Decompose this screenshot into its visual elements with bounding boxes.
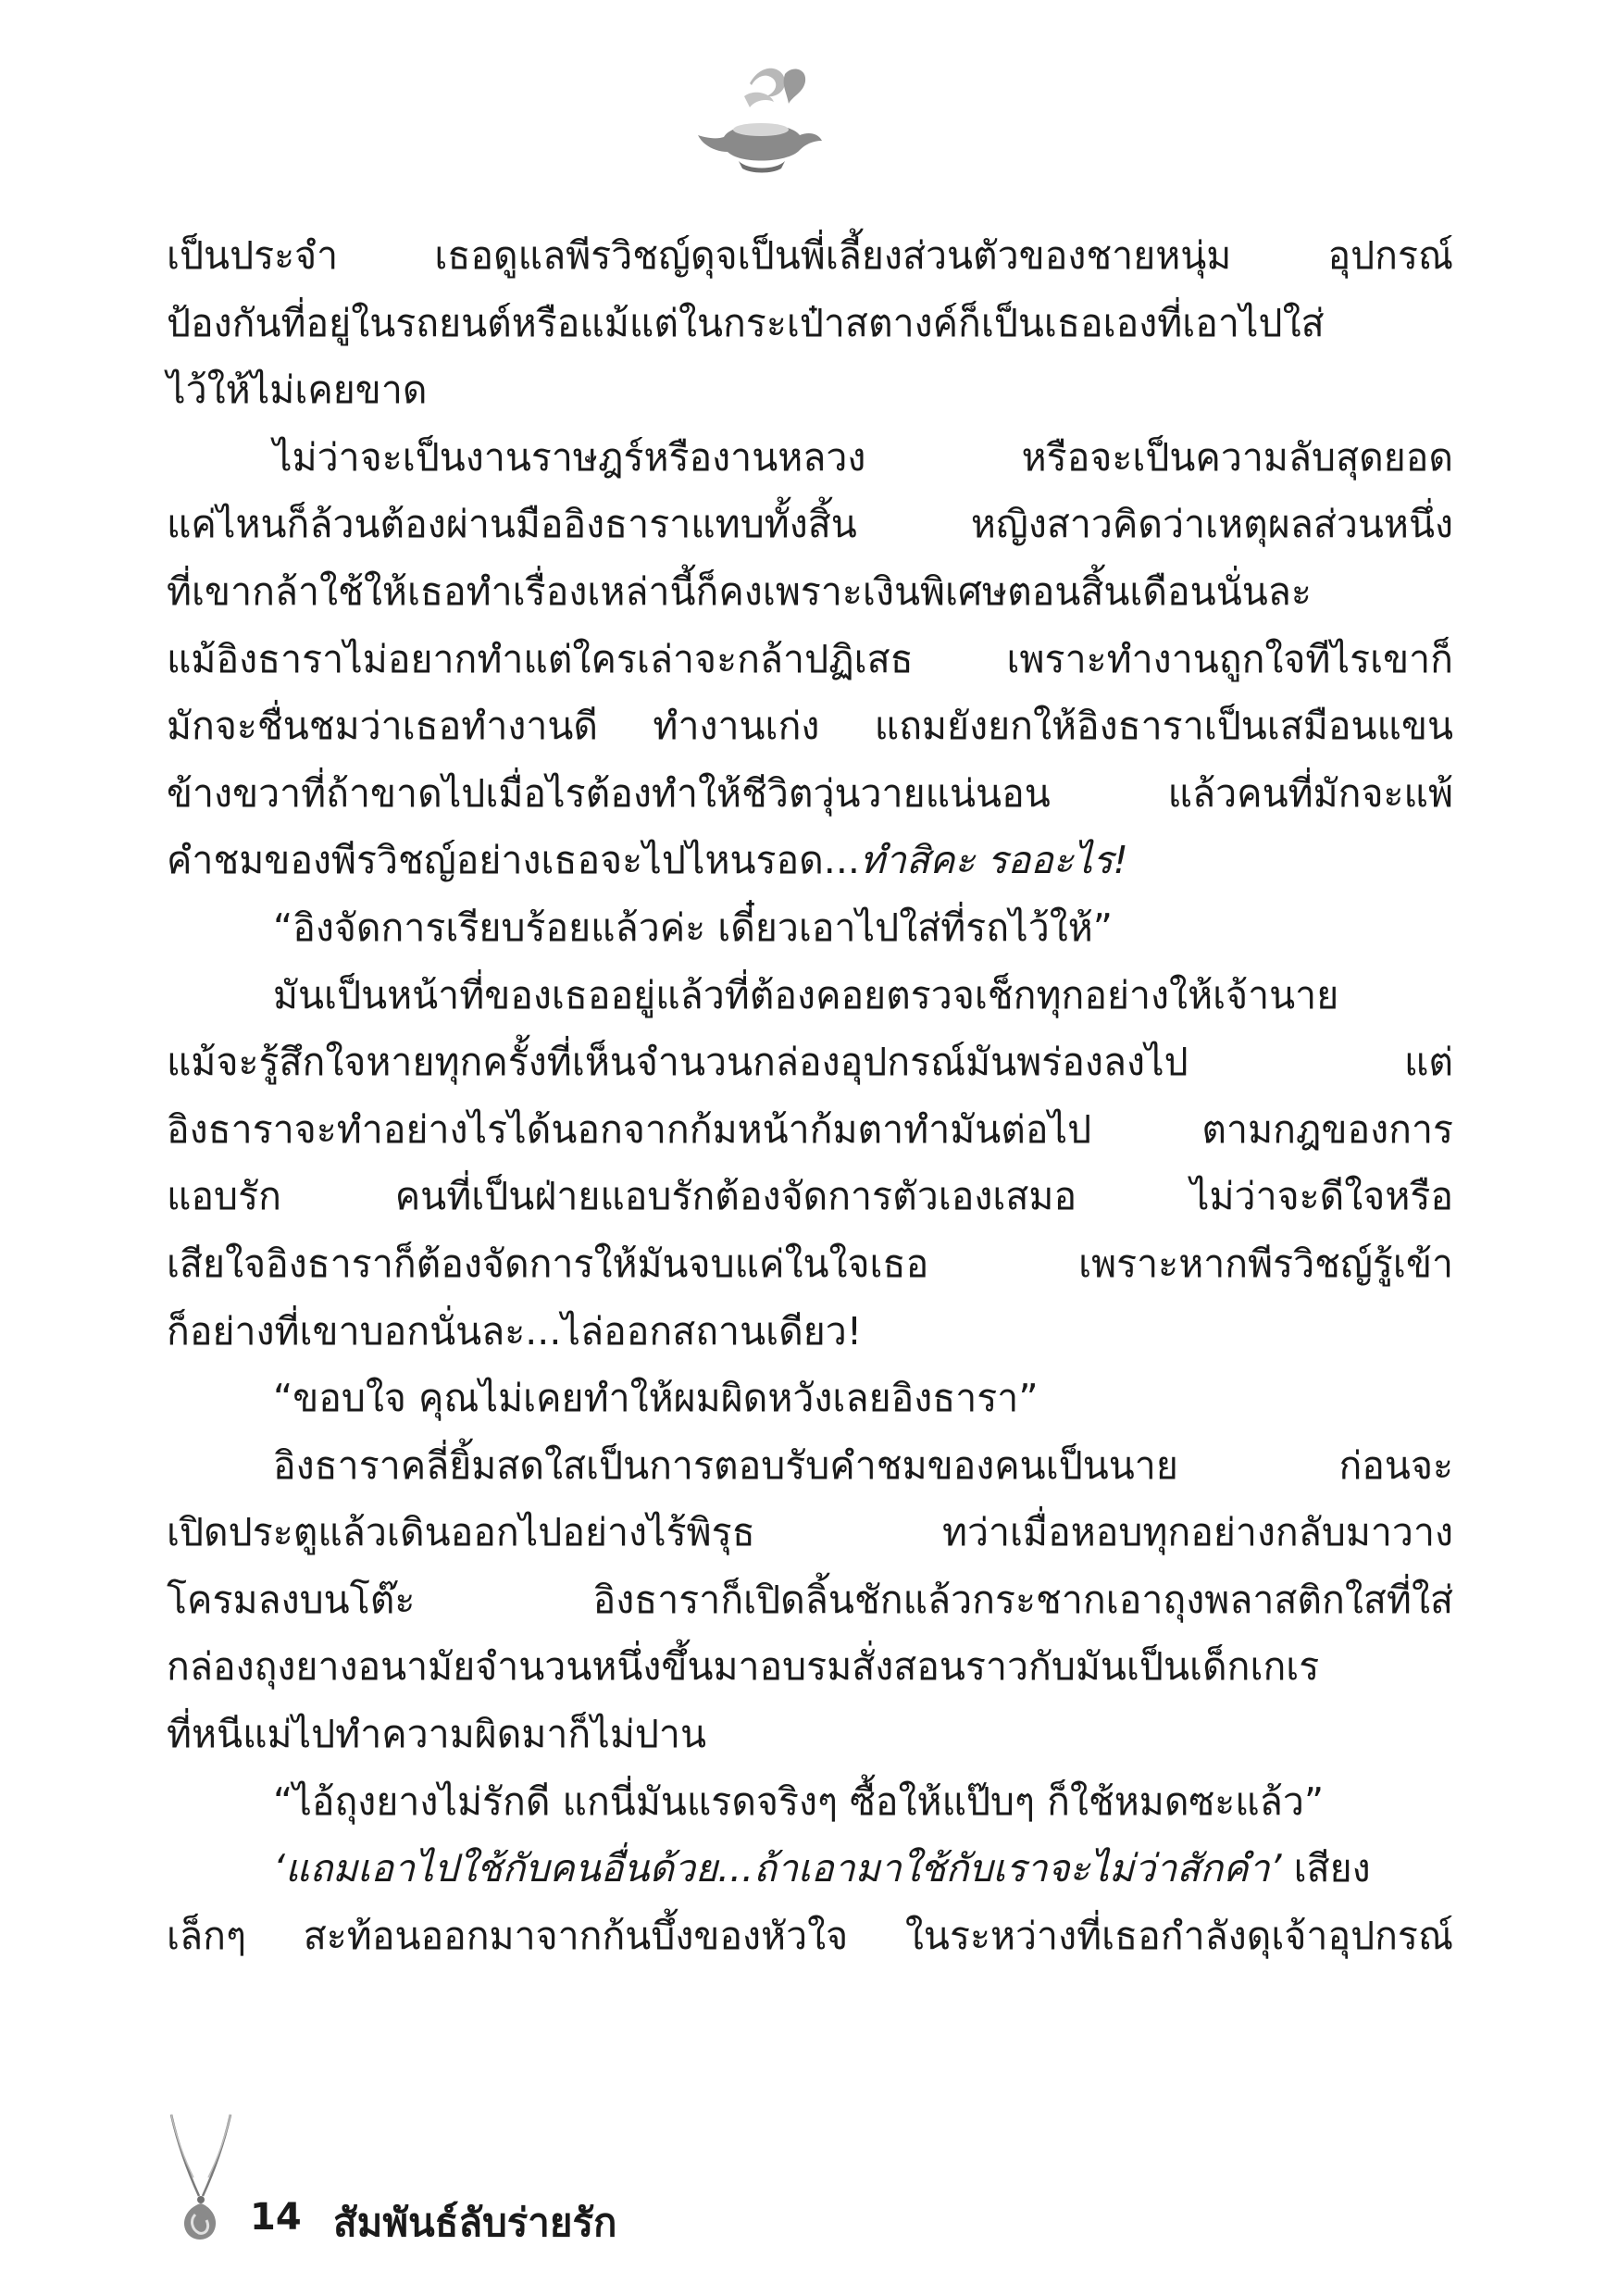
text-line: เปิดประตูแล้วเดินออกไปอย่างไร้พิรุธ ทว่าเมื่อหอบทุกอย่างกลับมาวาง bbox=[167, 1510, 1453, 1555]
genie-lamp-icon bbox=[696, 56, 826, 176]
text-line: ที่เขากล้าใช้ให้เธอทำเรื่องเหล่านี้ก็คงเพราะเงินพิเศษตอนสิ้นเดือนนั่นละ bbox=[167, 568, 1312, 614]
italic-segment: ทำสิคะ รออะไร! bbox=[859, 838, 1128, 883]
italic-segment: ‘แถมเอาไปใช้กับคนอื่นด้วย...ถ้าเอามาใช้กับเราจะไม่ว่าสักคำ’ bbox=[273, 1846, 1282, 1891]
text-line: “อิงจัดการเรียบร้อยแล้วค่ะ เดี๋ยวเอาไปใส่ที่รถไว้ให้” bbox=[273, 905, 1114, 950]
body-text bbox=[167, 222, 1453, 1969]
text-line: แอบรัก คนที่เป็นฝ่ายแอบรักต้องจัดการตัวเองเสมอ ไม่ว่าจะดีใจหรือ bbox=[167, 1174, 1453, 1219]
text-line: ไว้ให้ไม่เคยขาด bbox=[167, 368, 428, 413]
text-line: ข้างขวาที่ถ้าขาดไปเมื่อไรต้องทำให้ชีวิตวุ่นวายแน่นอน แล้วคนที่มักจะแพ้ bbox=[167, 770, 1453, 816]
text-line: เสียใจอิงธาราก็ต้องจัดการให้มันจบแค่ในใจเธอ เพราะหากพีรวิชญ์รู้เข้า bbox=[167, 1241, 1453, 1286]
text-line: กล่องถุงยางอนามัยจำนวนหนึ่งขึ้นมาอบรมสั่งสอนราวกับมันเป็นเด็กเกเร bbox=[167, 1644, 1320, 1690]
text-line bbox=[167, 827, 1453, 894]
text-line: แค่ไหนก็ล้วนต้องผ่านมืออิงธาราแทบทั้งสิ้น หญิงสาวคิดว่าเหตุผลส่วนหนึ่ง bbox=[167, 502, 1453, 547]
text-line: “ขอบใจ คุณไม่เคยทำให้ผมผิดหวังเลยอิงธารา” bbox=[273, 1376, 1039, 1421]
text-line: อิงธาราจะทำอย่างไรได้นอกจากก้มหน้าก้มตาทำมันต่อไป ตามกฎของการ bbox=[167, 1106, 1453, 1152]
text-line bbox=[167, 1835, 1453, 1903]
text-line: แม้จะรู้สึกใจหายทุกครั้งที่เห็นจำนวนกล่องอุปกรณ์มันพร่องลงไป แต่ bbox=[167, 1040, 1453, 1085]
text-line: ที่หนีแม่ไปทำความผิดมาก็ไม่ปาน bbox=[167, 1712, 706, 1757]
text-segment: เสียง bbox=[1281, 1846, 1371, 1891]
text-line: “ไอ้ถุงยางไม่รักดี แกนี่มันแรดจริงๆ ซื้อให้แป๊บๆ ก็ใช้หมดซะแล้ว” bbox=[273, 1778, 1325, 1824]
pendant-necklace-icon bbox=[162, 2111, 236, 2250]
text-line: ป้องกันที่อยู่ในรถยนต์หรือแม้แต่ในกระเป๋าสตางค์ก็เป็นเธอเองที่เอาไปใส่ bbox=[167, 300, 1325, 345]
text-line: อิงธาราคลี่ยิ้มสดใสเป็นการตอบรับคำชมของคนเป็นนาย ก่อนจะ bbox=[273, 1442, 1453, 1488]
text-line: แม้อิงธาราไม่อยากทำแต่ใครเล่าจะกล้าปฏิเสธ เพราะทำงานถูกใจทีไรเขาก็ bbox=[167, 636, 1453, 681]
book-title: สัมพันธ์ลับร่ายรัก bbox=[333, 2200, 617, 2245]
text-line: เป็นประจำ เธอดูแลพีรวิชญ์ดุจเป็นพี่เลี้ยงส่วนตัวของชายหนุ่ม อุปกรณ์ bbox=[167, 233, 1453, 278]
page-footer bbox=[162, 2111, 810, 2250]
text-line: มันเป็นหน้าที่ของเธออยู่แล้วที่ต้องคอยตรวจเช็กทุกอย่างให้เจ้านาย bbox=[273, 972, 1339, 1017]
text-segment: คำชมของพีรวิชญ์อย่างเธอจะไปไหนรอด... bbox=[167, 838, 860, 883]
text-line: ไม่ว่าจะเป็นงานราษฎร์หรืองานหลวง หรือจะเป็นความลับสุดยอด bbox=[273, 434, 1453, 480]
text-line: ก็อย่างที่เขาบอกนั่นละ...ไล่ออกสถานเดียว! bbox=[167, 1308, 863, 1354]
text-line: โครมลงบนโต๊ะ อิงธาราก็เปิดลิ้นชักแล้วกระชากเอาถุงพลาสติกใสที่ใส่ bbox=[167, 1577, 1453, 1622]
text-line: มักจะชื่นชมว่าเธอทำงานดี ทำงานเก่ง แถมยังยกให้อิงธาราเป็นเสมือนแขน bbox=[167, 704, 1453, 749]
text-line: เล็กๆ สะท้อนออกมาจากก้นบึ้งของหัวใจ ในระหว่างที่เธอกำลังดุเจ้าอุปกรณ์ bbox=[167, 1913, 1453, 1958]
page-number: 14 bbox=[250, 2196, 302, 2239]
